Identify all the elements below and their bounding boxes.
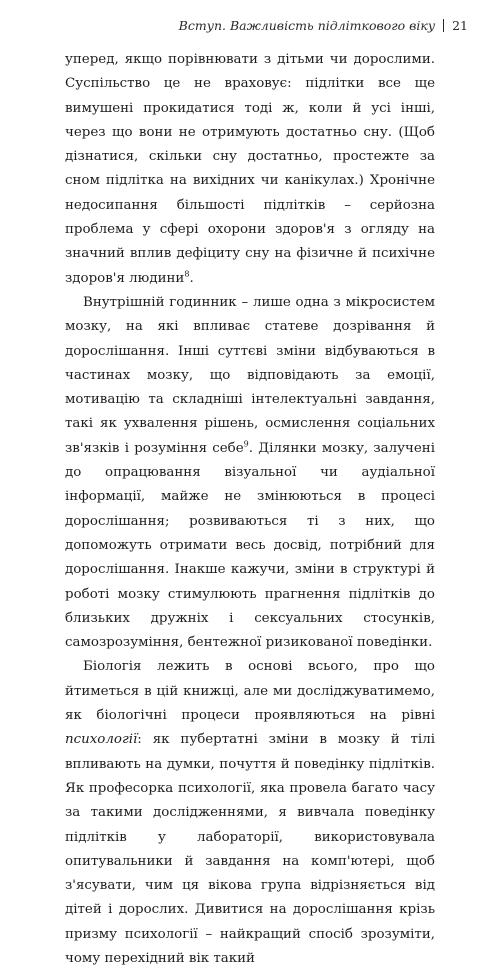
paragraph-2-text-a: Внутрішній годинник – лише одна з мікросистем мозку, на які впливає статеве дозрівання й дорослішання. Інші суттєві зміни відбуваються в частинах мозку, що відповідають за емоції, мотивацію та складніші інтелектуальні завдання, такі як ухвалення рішень, осмислення соціальних зв'язків і розуміння себе bbox=[65, 294, 435, 456]
emphasis-psychology: психології bbox=[65, 732, 138, 748]
running-header bbox=[179, 18, 468, 33]
paragraph-3-text-b: : як пубертатні зміни в мозку й тілі впливають на думки, почуття й поведінку підлітків. Як професорка психології, яка провела багато часу за такими дослідженнями, я вивчала поведінку підлітків у лабораторії, використовувала опитувальники й завдання на комп'ютері, щоб з'ясувати, чим ця вікова група відрізняється від дітей і дорослих. Дивитися на дорослішання крізь призму психології – найкращий спосіб зрозуміти, чому перехідний вік такий bbox=[65, 732, 435, 966]
body-text bbox=[65, 48, 435, 971]
footnote-ref-8[interactable]: 8 bbox=[184, 269, 190, 279]
footnote-ref-9[interactable]: 9 bbox=[243, 439, 249, 449]
paragraph-2 bbox=[65, 291, 435, 655]
paragraph-3 bbox=[65, 655, 435, 971]
page-number: 21 bbox=[452, 18, 468, 33]
paragraph-1-end: . bbox=[189, 270, 194, 286]
paragraph-1 bbox=[65, 48, 435, 291]
paragraph-2-text-b: . Ділянки мозку, залучені до опрацювання візуальної чи аудіальної інформації, майже не змінюються в процесі дорослішання; розвиваються ті з них, що допоможуть отримати весь досвід, потрібний для дорослішання. Інакше кажучи, зміни в структурі й роботі мозку стимулюють прагнення підлітків до близьких дружніх і сексуальних стосунків, самозрозуміння, бентежної ризикованої поведінки. bbox=[65, 440, 435, 651]
header-divider bbox=[443, 19, 444, 32]
paragraph-1-text: уперед, якщо порівнювати з дітьми чи дорослими. Суспільство це не враховує: підлітки все ще вимушені прокидатися тоді ж, коли й усі інші, через що вони не отримують достатньо сну. (Щоб дізнатися, скільки сну достатньо, простежте за сном підлітка на вихідних чи канікулах.) Хронічне недосипання більшості підлітків – серйозна проблема у сфері охорони здоров'я з огляду на значний вплив дефіциту сну на фізичне й психічне здоров'я людини bbox=[65, 52, 435, 286]
paragraph-3-text-a: Біологія лежить в основі всього, про що йтиметься в цій книжці, але ми досліджуватимемо, як біологічні процеси проявляються на рівні bbox=[65, 659, 435, 724]
chapter-title: Вступ. Важливість підліткового віку bbox=[178, 18, 436, 33]
